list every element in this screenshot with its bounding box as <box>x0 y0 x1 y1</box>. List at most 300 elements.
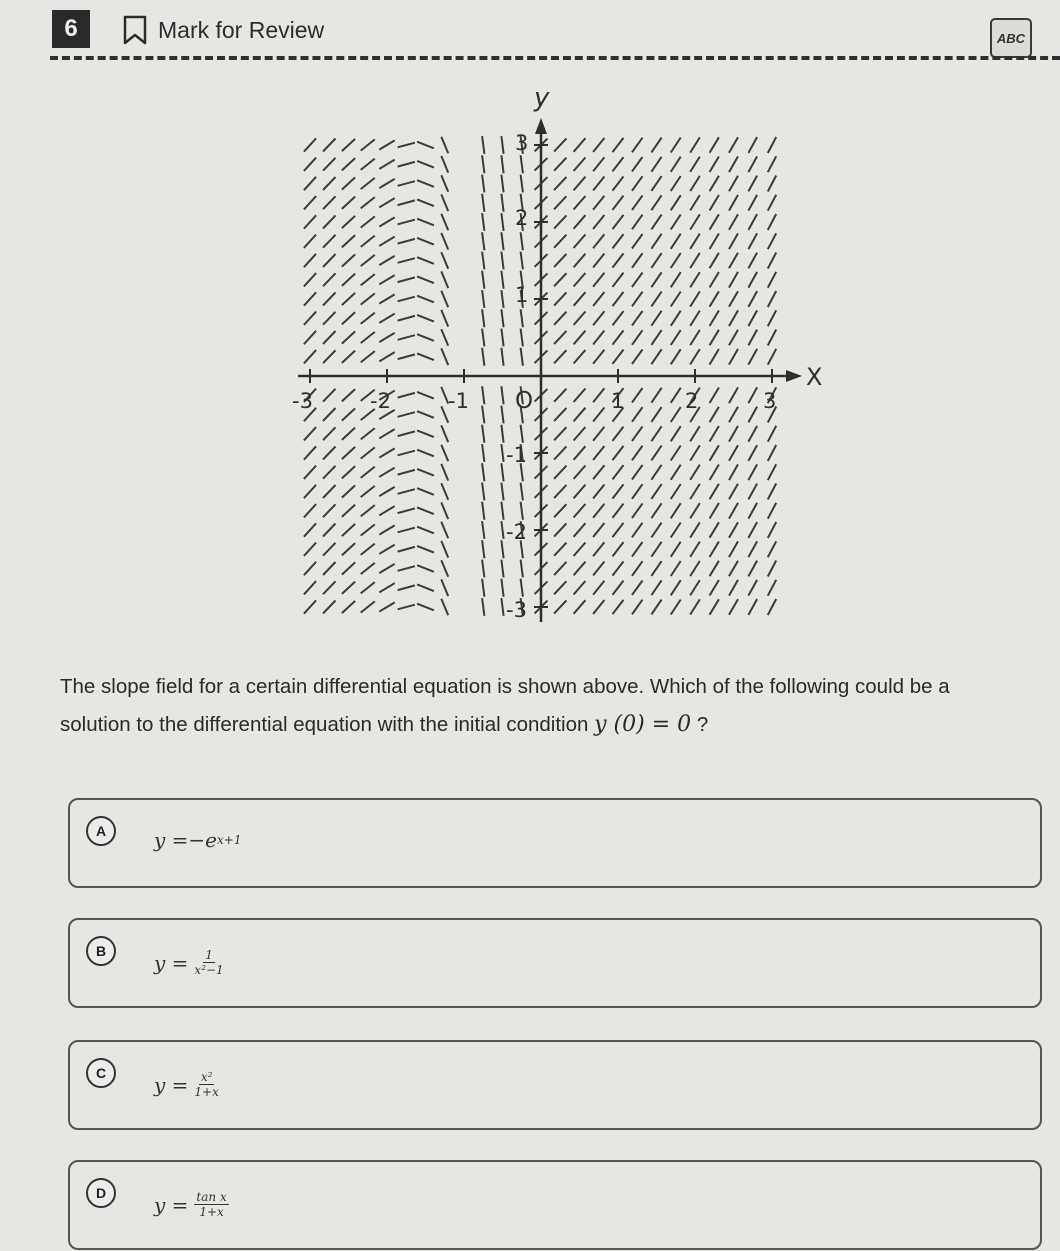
expr-lhs: y = <box>154 1192 189 1217</box>
slope-segment <box>632 388 643 403</box>
slope-segment <box>379 602 394 611</box>
slope-segment <box>632 465 643 480</box>
slope-segment <box>651 195 661 210</box>
slope-segment <box>501 194 503 212</box>
slope-segment <box>417 392 434 399</box>
slope-segment <box>632 292 643 307</box>
slope-segment <box>632 446 643 461</box>
x-tick-label: 1 <box>611 389 625 413</box>
origin-label: O <box>515 388 534 414</box>
slope-segment <box>501 309 503 327</box>
slope-segment <box>748 561 757 577</box>
slope-segment <box>671 195 681 210</box>
slope-segment <box>379 545 394 554</box>
slope-segment <box>417 334 434 341</box>
slope-segment <box>593 600 604 614</box>
slope-segment <box>342 331 355 343</box>
y-tick-label: 1 <box>515 283 529 307</box>
slope-segment <box>690 157 700 172</box>
slope-segment <box>379 179 394 188</box>
slope-segment <box>632 504 643 519</box>
slope-segment <box>417 219 434 226</box>
slope-segment <box>417 161 434 168</box>
slope-segment <box>613 330 624 344</box>
slope-segment <box>501 386 503 404</box>
slope-segment <box>323 196 336 209</box>
slope-segment <box>441 137 448 154</box>
slope-segment <box>593 177 604 191</box>
slope-segment <box>521 155 523 173</box>
slope-segment <box>554 350 566 363</box>
slope-segment <box>574 427 586 441</box>
slope-segment <box>710 599 719 614</box>
slope-segment <box>379 314 394 323</box>
slope-segment <box>613 600 624 614</box>
slope-segment <box>729 195 738 211</box>
choice-expression-b <box>154 948 224 977</box>
slope-segment <box>632 273 643 288</box>
header-divider <box>50 56 1060 60</box>
slope-segment <box>398 239 415 244</box>
slope-segment <box>690 291 700 306</box>
slope-segment <box>379 294 394 303</box>
slope-segment <box>748 330 757 346</box>
question-end: ? <box>696 713 709 736</box>
slope-segment <box>361 524 375 535</box>
slope-segment <box>342 139 355 151</box>
slope-segment <box>521 579 523 597</box>
slope-segment <box>304 350 316 363</box>
slope-segment <box>574 543 586 557</box>
slope-segment <box>593 157 604 171</box>
slope-segment <box>521 348 523 366</box>
slope-segment <box>768 214 776 230</box>
slope-segment <box>501 271 503 289</box>
slope-segment <box>613 196 624 210</box>
slope-segment <box>441 425 448 442</box>
slope-segment <box>729 387 738 403</box>
slope-segment <box>304 504 316 517</box>
slope-segment <box>690 272 700 287</box>
slope-segment <box>690 522 700 537</box>
slope-segment <box>441 175 448 192</box>
slope-segment <box>304 331 316 344</box>
slope-segment <box>729 214 738 230</box>
slope-segment <box>768 349 776 365</box>
slope-segment <box>574 273 586 287</box>
slope-segment <box>304 158 316 171</box>
slope-segment <box>304 138 316 151</box>
choice-letter-a: A <box>86 816 116 846</box>
slope-segment <box>417 565 434 572</box>
slope-segment <box>671 446 681 461</box>
slope-segment <box>768 464 776 480</box>
slope-segment <box>501 502 503 520</box>
slope-segment <box>482 175 484 193</box>
slope-segment <box>323 427 336 440</box>
slope-segment <box>690 137 700 152</box>
slope-segment <box>342 351 355 363</box>
x-tick-label: -2 <box>370 389 391 413</box>
slope-segment <box>342 485 355 497</box>
slope-segment <box>671 157 681 172</box>
slope-segment <box>574 215 586 229</box>
slope-segment <box>671 234 681 249</box>
slope-segment <box>574 138 586 152</box>
slope-segment <box>361 544 375 555</box>
slope-segment <box>613 561 624 575</box>
slope-segment <box>361 428 375 439</box>
slope-segment <box>304 196 316 209</box>
slope-segment <box>651 234 661 249</box>
slope-segment <box>729 291 738 307</box>
slope-segment <box>671 542 681 557</box>
slope-segment <box>323 293 336 306</box>
frac-numerator: 1 <box>205 948 213 962</box>
slope-segment <box>361 563 375 574</box>
slope-segment <box>748 484 757 500</box>
slope-segment <box>768 426 776 442</box>
slope-segment <box>361 197 375 208</box>
slope-segment <box>441 348 448 365</box>
slope-segment <box>632 542 643 557</box>
slope-segment <box>671 176 681 191</box>
slope-segment <box>574 466 586 480</box>
slope-segment <box>482 386 484 404</box>
y-tick-label: -1 <box>506 443 527 467</box>
slope-segment <box>768 522 776 538</box>
slope-segment <box>671 349 681 364</box>
slope-segment <box>361 274 375 285</box>
slope-segment <box>501 213 503 231</box>
slope-segment <box>482 598 484 616</box>
slope-segment <box>398 181 415 186</box>
slope-segment <box>304 446 316 459</box>
expr-base: −e <box>188 828 218 852</box>
slope-segment <box>593 234 604 248</box>
slope-segment <box>574 504 586 518</box>
slope-segment <box>554 215 566 228</box>
slope-segment <box>748 464 757 480</box>
slope-segment <box>554 504 566 517</box>
slope-segment <box>651 580 661 595</box>
slope-segment <box>671 388 681 403</box>
slope-segment <box>729 599 738 615</box>
slope-segment <box>729 407 738 423</box>
slope-segment <box>671 138 681 153</box>
slope-segment <box>690 599 700 614</box>
slope-segment <box>342 505 355 517</box>
slope-segment <box>417 180 434 187</box>
slope-segment <box>323 504 336 517</box>
slope-segment <box>379 198 394 207</box>
slope-segment <box>482 406 484 424</box>
slope-segment <box>613 504 624 518</box>
question-number: 6 <box>52 10 90 48</box>
slope-segment <box>554 523 566 536</box>
slope-segment <box>342 389 355 401</box>
slope-segment <box>748 503 757 519</box>
slope-segment <box>671 311 681 326</box>
slope-segment <box>690 253 700 268</box>
slope-segment <box>748 445 757 461</box>
slope-segment <box>323 466 336 479</box>
slope-segment <box>441 252 448 269</box>
slope-segment <box>593 446 604 460</box>
slope-segment <box>651 138 661 153</box>
answer-choice-c[interactable] <box>68 1040 1042 1130</box>
slope-segment <box>417 142 434 149</box>
choice-letter-c: C <box>86 1058 116 1088</box>
slope-segment <box>417 411 434 418</box>
expr-lhs: y = <box>154 828 189 852</box>
slope-segment <box>398 547 415 552</box>
slope-segment <box>768 272 776 288</box>
slope-segment <box>398 431 415 436</box>
slope-segment <box>501 444 503 462</box>
slope-segment <box>748 580 757 596</box>
slope-segment <box>482 540 484 558</box>
slope-segment <box>671 330 681 345</box>
slope-segment <box>379 275 394 284</box>
slope-segment <box>304 235 316 248</box>
slope-segment <box>441 194 448 211</box>
abc-eliminator-button[interactable]: ABC <box>990 18 1032 58</box>
slope-segment <box>361 255 375 266</box>
slope-segment <box>593 427 604 441</box>
slope-segment <box>651 311 661 326</box>
slope-segment <box>593 465 604 479</box>
expr-fraction <box>194 1070 218 1099</box>
slope-segment <box>417 257 434 264</box>
slope-segment <box>521 560 523 578</box>
slope-segment <box>417 469 434 476</box>
x-axis-label: X <box>806 363 823 391</box>
slope-segment <box>710 157 719 173</box>
slope-segment <box>554 312 566 325</box>
frac-numerator: tan x <box>196 1190 227 1204</box>
slope-segment <box>632 581 643 596</box>
slope-segment <box>768 561 776 577</box>
slope-segment <box>651 465 661 480</box>
slope-segment <box>651 330 661 345</box>
slope-segment <box>710 580 719 596</box>
slope-segment <box>501 175 503 193</box>
slope-segment <box>482 232 484 250</box>
slope-segment <box>768 484 776 500</box>
slope-segment <box>482 483 484 501</box>
slope-segment <box>482 444 484 462</box>
slope-segment <box>554 196 566 209</box>
slope-segment <box>379 429 394 438</box>
slope-segment <box>361 486 375 497</box>
slope-segment <box>710 234 719 250</box>
slope-segment <box>768 541 776 557</box>
slope-segment <box>441 329 448 346</box>
slope-segment <box>651 253 661 268</box>
slope-segment <box>554 235 566 248</box>
slope-segment <box>632 523 643 538</box>
slope-segment <box>554 158 566 171</box>
slope-segment <box>342 562 355 574</box>
slope-segment <box>768 580 776 596</box>
slope-segment <box>671 272 681 287</box>
slope-segment <box>554 543 566 556</box>
slope-segment <box>379 525 394 534</box>
slope-segment <box>690 542 700 557</box>
slope-segment <box>593 581 604 595</box>
slope-segment <box>748 407 757 423</box>
slope-segment <box>632 253 643 268</box>
slope-segment <box>417 430 434 437</box>
slope-segment <box>417 527 434 534</box>
slope-segment <box>304 427 316 440</box>
expr-lhs: y = <box>154 950 189 975</box>
slope-segment <box>710 291 719 306</box>
slope-segment <box>632 427 643 442</box>
slope-segment <box>574 446 586 460</box>
slope-segment <box>323 543 336 556</box>
expr-exponent: x+1 <box>217 833 242 847</box>
slope-segment <box>651 484 661 499</box>
slope-segment <box>342 524 355 536</box>
slope-segment <box>690 503 700 518</box>
slope-segment <box>632 350 643 365</box>
slope-segment <box>748 291 757 307</box>
slope-segment <box>613 465 624 479</box>
slope-segment <box>651 426 661 441</box>
slope-segment <box>501 348 503 366</box>
slope-segment <box>632 157 643 172</box>
slope-segment <box>710 561 719 576</box>
slope-segment <box>729 233 738 249</box>
slope-segment <box>398 528 415 533</box>
slope-segment <box>398 220 415 225</box>
slope-segment <box>379 140 394 149</box>
slope-segment <box>501 521 503 539</box>
slope-segment <box>379 333 394 342</box>
slope-segment <box>651 215 661 230</box>
slope-segment <box>632 234 643 249</box>
slope-segment <box>323 158 336 171</box>
slope-segment <box>417 604 434 611</box>
slope-segment <box>671 503 681 518</box>
slope-segment <box>323 447 336 460</box>
answer-choice-a[interactable] <box>68 798 1042 888</box>
slope-segment <box>690 426 700 441</box>
slope-segment <box>651 407 661 422</box>
slope-segment <box>501 290 503 308</box>
slope-segment <box>729 156 738 172</box>
slope-segment <box>417 584 434 591</box>
slope-segment <box>441 483 448 500</box>
slope-segment <box>690 580 700 595</box>
slope-segment <box>690 195 700 210</box>
slope-segment <box>379 237 394 246</box>
slope-segment <box>342 177 355 189</box>
slope-segment <box>710 445 719 460</box>
answer-choice-b[interactable] <box>68 918 1042 1008</box>
slope-segment <box>613 138 624 152</box>
slope-segment <box>574 581 586 595</box>
slope-segment <box>729 253 738 269</box>
slope-segment <box>690 445 700 460</box>
slope-segment <box>417 488 434 495</box>
slope-segment <box>710 465 719 481</box>
x-tick-label: -1 <box>448 389 469 413</box>
slope-segment <box>417 238 434 245</box>
bookmark-icon <box>120 14 150 46</box>
slope-segment <box>632 484 643 499</box>
slope-segment <box>613 311 624 325</box>
mark-for-review-button[interactable] <box>120 12 324 48</box>
slope-segment <box>768 291 776 307</box>
slope-segment <box>554 485 566 498</box>
slope-segment <box>768 599 776 615</box>
slope-segment <box>379 352 394 361</box>
slope-segment <box>613 350 624 364</box>
slope-segment <box>398 451 415 456</box>
answer-choice-d[interactable] <box>68 1160 1042 1250</box>
slope-segment <box>361 178 375 189</box>
slope-segment <box>632 311 643 326</box>
slope-segment <box>304 600 316 613</box>
slope-segment <box>342 601 355 613</box>
slope-segment <box>671 292 681 307</box>
slope-segment <box>710 253 719 268</box>
slope-segment <box>690 176 700 191</box>
slope-segment <box>342 408 355 420</box>
slope-segment <box>671 600 681 615</box>
slope-segment <box>671 484 681 499</box>
slope-segment <box>361 216 375 227</box>
slope-segment <box>768 330 776 346</box>
slope-segment <box>379 583 394 592</box>
slope-segment <box>671 215 681 230</box>
slope-segment <box>361 332 375 343</box>
slope-segment <box>398 200 415 205</box>
slope-segment <box>441 445 448 462</box>
y-tick-label: -2 <box>506 520 527 544</box>
slope-segment <box>593 504 604 518</box>
slope-segment <box>379 256 394 265</box>
slope-segment <box>521 502 523 520</box>
y-tick-label: -3 <box>506 598 527 622</box>
slope-segment <box>441 502 448 519</box>
slope-segment <box>361 313 375 324</box>
slope-segment <box>482 309 484 327</box>
slope-segment <box>441 464 448 481</box>
slope-segment <box>574 485 586 499</box>
slope-segment <box>710 214 719 229</box>
slope-segment <box>632 330 643 345</box>
slope-segment <box>521 232 523 250</box>
slope-segment <box>521 175 523 193</box>
frac-numerator: x² <box>200 1070 213 1084</box>
slope-segment <box>632 196 643 211</box>
slope-segment <box>554 331 566 344</box>
slope-segment <box>690 311 700 326</box>
slope-segment <box>554 466 566 479</box>
slope-segment <box>748 426 757 442</box>
slope-segment <box>729 272 738 288</box>
slope-segment <box>417 450 434 457</box>
slope-segment <box>554 446 566 459</box>
slope-segment <box>323 273 336 286</box>
slope-segment <box>574 235 586 249</box>
slope-segment <box>304 292 316 305</box>
slope-segment <box>554 427 566 440</box>
